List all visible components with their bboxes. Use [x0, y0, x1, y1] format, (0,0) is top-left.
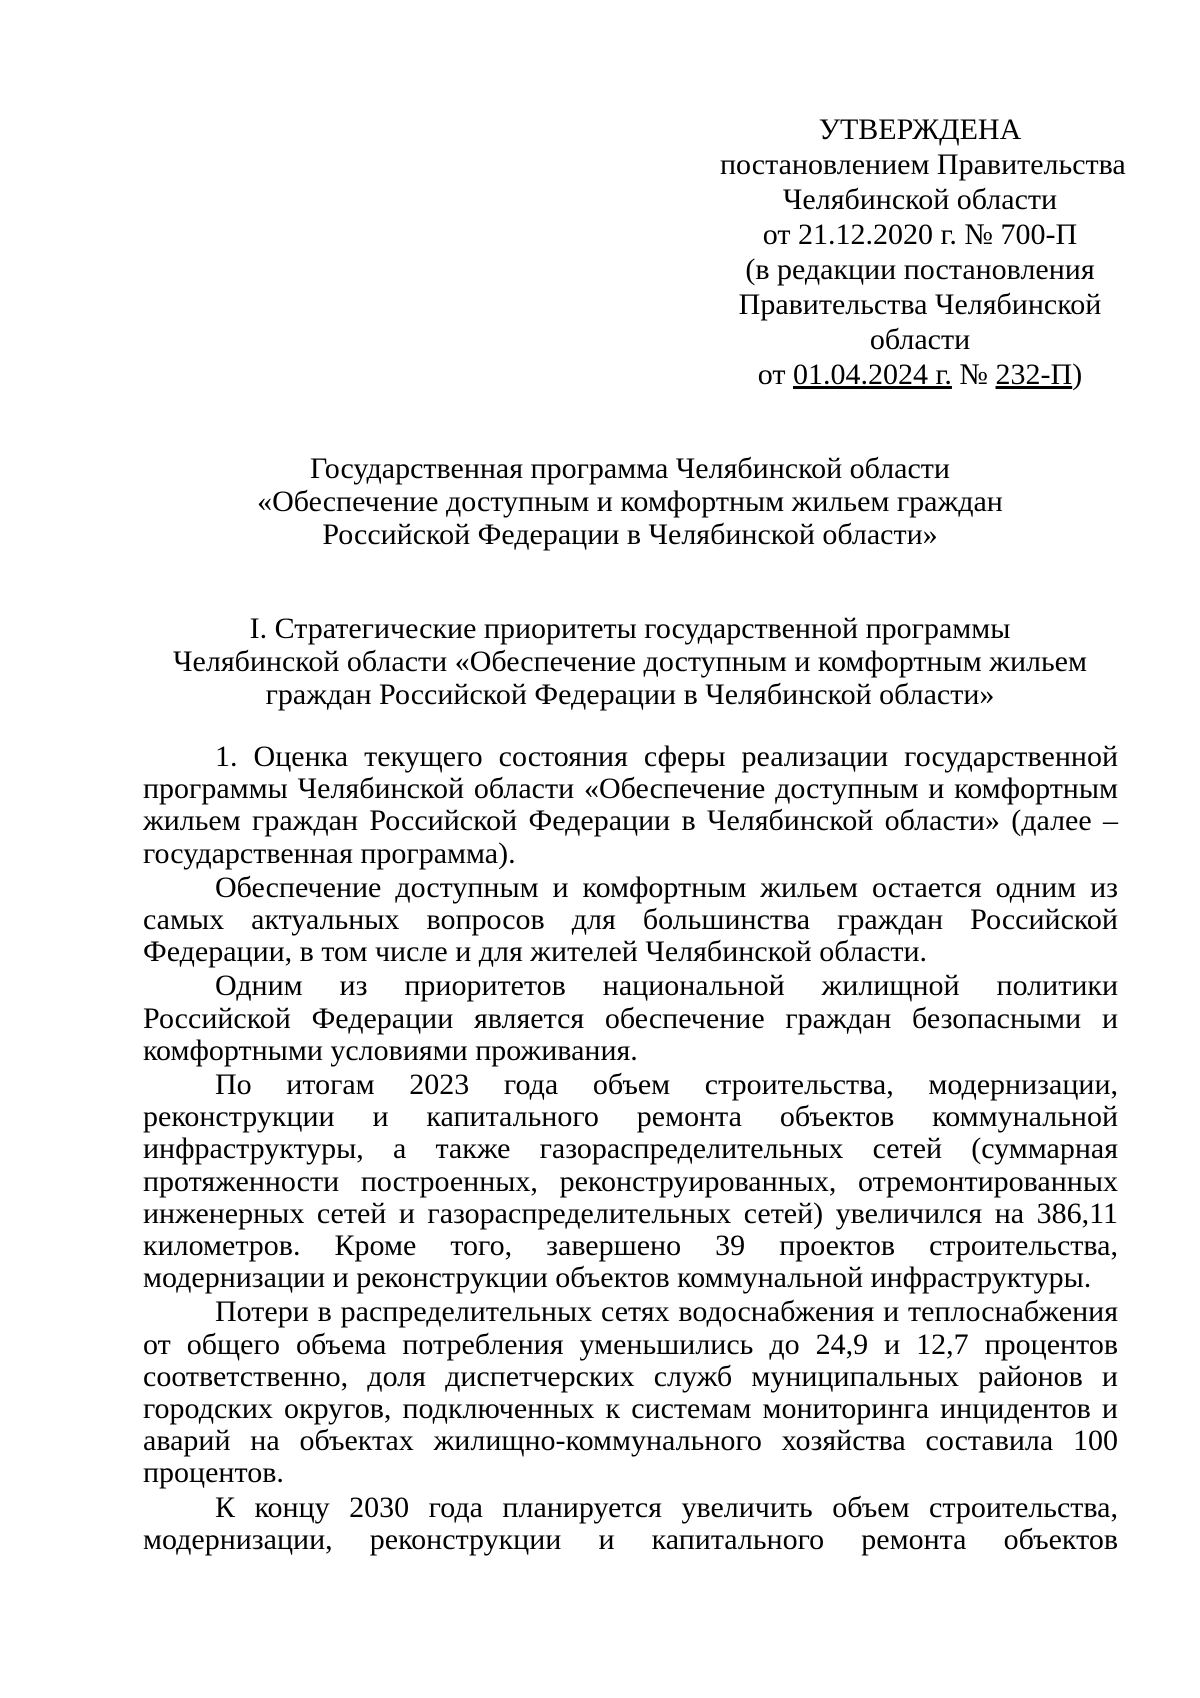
program-title — [145, 452, 1115, 551]
approval-stamp — [720, 112, 1126, 392]
program-title-line: Российской Федерации в Челябинской области» — [322, 518, 938, 551]
approval-line: Челябинской области — [782, 183, 1058, 216]
revision-number-sign: № — [951, 358, 996, 391]
revision-suffix: ) — [1072, 358, 1083, 391]
revision-number: 232-П — [995, 358, 1073, 391]
approval-heading: УТВЕРЖДЕНА — [818, 113, 1022, 146]
revision-prefix: от — [757, 358, 793, 391]
approval-line: Правительства Челябинской — [738, 288, 1102, 321]
document-body — [143, 741, 1118, 1556]
paragraph: Обеспечение доступным и комфортным жильем остается одним из самых актуальных вопросов для большинства граждан Российской Федерации, в том числе и для жителей Челябинской области. — [143, 870, 1118, 969]
revision-date: 01.04.2024 г. — [793, 358, 952, 391]
program-title-line: «Обеспечение доступным и комфортным жильем граждан — [257, 485, 1003, 518]
approval-line: (в редакции постановления — [745, 253, 1095, 286]
approval-line: от 21.12.2020 г. № 700-П — [762, 218, 1078, 251]
section-title-line: граждан Российской Федерации в Челябинской области» — [265, 678, 995, 711]
paragraph: Одним из приоритетов национальной жилищной политики Российской Федерации является обеспечение граждан безопасными и комфортными условиями проживания. — [143, 969, 1118, 1067]
paragraph: 1. Оценка текущего состояния сферы реализации государственной программы Челябинской области «Обеспечение доступным и комфортным жильем граждан Российской Федерации в Челябинской области» (далее – государственная программа). — [143, 740, 1118, 870]
approval-line: области — [869, 323, 971, 356]
paragraph: Потери в распределительных сетях водоснабжения и теплоснабжения от общего объема потребления уменьшились до 24,9 и 12,7 процентов соответственно, доля диспетчерских служб муниципальных районов и городских округов, подключенных к системам мониторинга инцидентов и аварий на объектах жилищно-коммунального хозяйства составила 100 процентов. — [143, 1295, 1118, 1490]
section-title-line: Челябинской области «Обеспечение доступным и комфортным жильем — [173, 645, 1087, 678]
section-title-line: I. Стратегические приоритеты государственной программы — [249, 612, 1011, 645]
approval-line: постановлением Правительства — [720, 148, 1126, 181]
paragraph: К концу 2030 года планируется увеличить объем строительства, модернизации, реконструкции и капитального ремонта объектов — [143, 1490, 1118, 1556]
approval-revision-line — [720, 357, 1120, 392]
paragraph: По итогам 2023 года объем строительства, модернизации, реконструкции и капитального ремонта объектов коммунальной инфраструктуры, а также газораспределительных сетей (суммарная протяженности построенных, реконструированных, отремонтированных инженерных сетей и газораспределительных сетей) увеличился на 386,11 километров. Кроме того, завершено 39 проектов строительства, модернизации и реконструкции объектов коммунальной инфраструктуры. — [143, 1068, 1118, 1295]
section-title — [145, 612, 1115, 711]
program-title-line: Государственная программа Челябинской области — [310, 452, 950, 485]
